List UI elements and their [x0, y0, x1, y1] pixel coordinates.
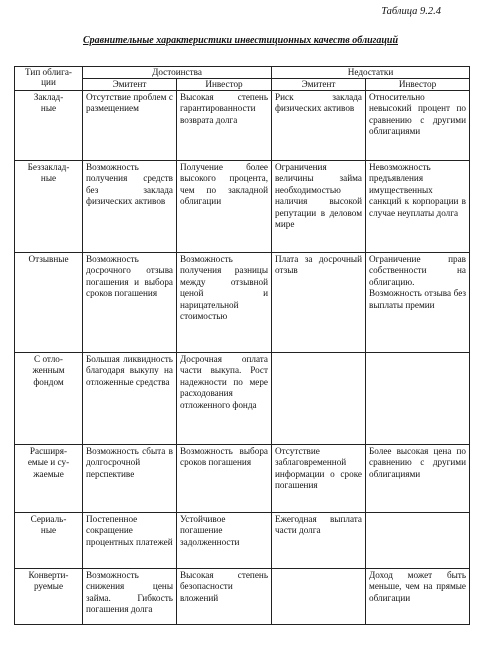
adv-issuer-cell: Возможность снижения цены займа. Гибкость погашения долга	[83, 569, 177, 625]
adv-investor-cell: Досрочная оплата части выкупа. Рост надежности по мере расходования отложенного фонда	[177, 353, 272, 445]
dis-investor-cell: Доход может быть меньше, чем на прямые облигации	[366, 569, 470, 625]
dis-issuer-cell: Ежегодная выплата части долга	[272, 513, 366, 569]
bond-type-mortgage: Заклад- ные	[15, 91, 83, 161]
table-row	[15, 353, 470, 445]
table-row	[15, 91, 470, 161]
dis-investor-cell: Невозможность предъявления имущественных санкций к корпорации в случае неуплаты долга	[366, 161, 470, 253]
adv-issuer-cell: Возможность досрочного отзыва погашения и выбора сроков погашения	[83, 253, 177, 353]
adv-investor-cell: Высокая степень безопасности вложений	[177, 569, 272, 625]
bond-type-unsecured: Беззаклад- ные	[15, 161, 83, 253]
dis-issuer-cell	[272, 353, 366, 445]
header-advantages-investor: Инвестор	[177, 79, 272, 91]
dis-investor-cell: Относительно невысокий процент по сравнению с другими облигациями	[366, 91, 470, 161]
header-advantages-issuer: Эмитент	[83, 79, 177, 91]
adv-issuer-cell: Постепенное сокращение процентных платежей	[83, 513, 177, 569]
bond-type-callable: Отзывные	[15, 253, 83, 353]
table-row	[15, 161, 470, 253]
adv-investor-cell: Возможность выбора сроков погашения	[177, 445, 272, 513]
adv-investor-cell: Возможность получения разницы между отзывной ценой и нарицательной стоимостью	[177, 253, 272, 353]
header-bond-type: Тип облига- ции	[15, 67, 83, 91]
adv-investor-cell: Высокая степень гарантированности возврата долга	[177, 91, 272, 161]
adv-issuer-cell: Возможность сбыта в долгосрочной перспективе	[83, 445, 177, 513]
table-caption: Таблица 9.2.4	[381, 6, 441, 17]
dis-investor-cell: Ограничение прав собственности на облигацию. Возможность отзыва без выплаты премии	[366, 253, 470, 353]
header-advantages: Достоинства	[83, 67, 272, 79]
dis-issuer-cell: Ограничения величины займа необходимостью наличия высокой репутации в деловом мире	[272, 161, 366, 253]
table-title: Сравнительные характеристики инвестиционных качеств облигаций	[82, 35, 399, 46]
adv-investor-cell: Получение более высокого процента, чем по закладной облигации	[177, 161, 272, 253]
adv-investor-cell: Устойчивое погашение задолженности	[177, 513, 272, 569]
table-row	[15, 569, 470, 625]
bond-type-convertible: Конверти- руемые	[15, 569, 83, 625]
dis-issuer-cell: Отсутствие заблаговременной информации о сроке погашения	[272, 445, 366, 513]
table-row	[15, 253, 470, 353]
adv-issuer-cell: Большая ликвидность благодаря выкупу на отложенные средства	[83, 353, 177, 445]
dis-investor-cell	[366, 513, 470, 569]
bond-type-extendable: Расширя- емые и су- жаемые	[15, 445, 83, 513]
adv-issuer-cell: Возможность получения средств без заклада физических активов	[83, 161, 177, 253]
dis-issuer-cell: Риск заклада физических активов	[272, 91, 366, 161]
dis-investor-cell: Более высокая цена по сравнению с другими облигациями	[366, 445, 470, 513]
dis-investor-cell	[366, 353, 470, 445]
bond-comparison-table	[14, 66, 470, 625]
bond-type-serial: Сериаль- ные	[15, 513, 83, 569]
bond-type-sinking-fund: С отло- женным фондом	[15, 353, 83, 445]
dis-issuer-cell: Плата за досрочный отзыв	[272, 253, 366, 353]
adv-issuer-cell: Отсутствие проблем с размещением	[83, 91, 177, 161]
header-disadvantages-issuer: Эмитент	[272, 79, 366, 91]
header-disadvantages-investor: Инвестор	[366, 79, 470, 91]
header-disadvantages: Недостатки	[272, 67, 470, 79]
dis-issuer-cell	[272, 569, 366, 625]
table-row	[15, 513, 470, 569]
table-row	[15, 445, 470, 513]
